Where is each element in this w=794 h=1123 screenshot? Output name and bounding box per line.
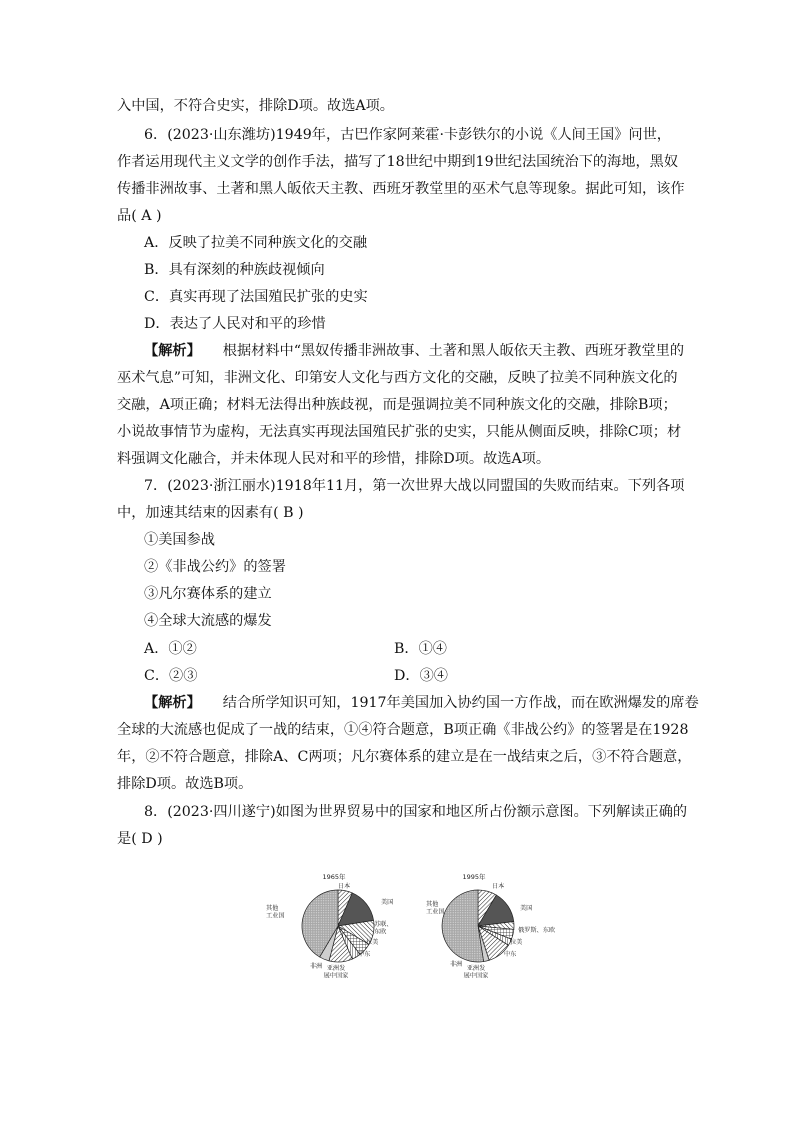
text-line: 年，②不符合题意，排除A、C两项；凡尔赛体系的建立是在一战结束之后，③不符合题意， — [117, 749, 692, 765]
pie-slice-label: 日本 — [337, 883, 351, 890]
analysis-line — [144, 341, 684, 361]
pie-slice-label: 其他工业国 — [426, 901, 445, 916]
option-c: C．②③ — [144, 668, 198, 684]
pie-slice-label: 美国 — [381, 899, 394, 906]
option-a: A．①② — [144, 641, 197, 657]
text-line: 交融，A项正确；材料无法得出种族歧视，而是强调拉美不同种族文化的交融，排除B项； — [117, 397, 677, 413]
statement-1: ①美国参战 — [144, 532, 215, 548]
pie-slice-label: 中东 — [358, 951, 371, 958]
analysis-text: 结合所学知识可知，1917年美国加入协约国一方作战，而在欧洲爆发的席卷 — [222, 695, 699, 711]
pie-slice-label: 亚洲发展中国家 — [323, 965, 349, 980]
pie-title: 1995年 — [462, 873, 486, 881]
text-line: 传播非洲故事、土著和黑人皈依天主教、西班牙教堂里的巫术气息等现象。据此可知，该作 — [117, 181, 685, 197]
option-b: B．具有深刻的种族歧视倾向 — [144, 262, 325, 278]
question-8-stem: 8．(2023·四川遂宁)如图为世界贸易中的国家和地区所占份额示意图。下列解读正确的 — [144, 804, 688, 820]
analysis-label: 【解析】 — [144, 695, 201, 711]
text-line: 排除D项。故选B项。 — [117, 776, 253, 792]
pie-slice-label: 非洲 — [449, 961, 463, 968]
analysis-label: 【解析】 — [144, 343, 201, 359]
pie-slice-label: 拉美 — [510, 939, 523, 946]
text-line: 小说故事情节为虚构，无法真实再现法国殖民扩张的史实，只能从侧面反映，排除C项；材 — [117, 424, 682, 440]
pie-slice-label: 亚洲发展中国家 — [463, 965, 489, 980]
question-6-stem: 6．(2023·山东潍坊)1949年，古巴作家阿莱霍·卡彭铁尔的小说《人间王国》问世， — [144, 127, 671, 143]
analysis-line — [144, 693, 699, 713]
pie-slice-label: 非洲 — [309, 963, 323, 970]
statement-3: ③凡尔赛体系的建立 — [144, 586, 272, 602]
pie-slice-label: 日本 — [492, 883, 505, 890]
pie-slice-label: 美国 — [520, 905, 533, 912]
question-7-stem: 7．(2023·浙江丽水)1918年11月，第一次世界大战以同盟国的失败而结束。下列各项 — [144, 478, 685, 494]
pie-slice-label: 拉美 — [366, 939, 379, 946]
text-line: 中，加速其结束的因素有( B ) — [117, 505, 304, 521]
analysis-text: 根据材料中“黑奴传播非洲故事、土著和黑人皈依天主教、西班牙教堂里的 — [222, 343, 685, 359]
option-d: D．③④ — [394, 668, 448, 684]
pie-slice-label: 其他工业国 — [266, 905, 285, 920]
pie-slice — [442, 890, 484, 962]
text-line: 是( D ) — [117, 831, 163, 847]
pie-slice-label: 俄罗斯、东欧 — [518, 927, 556, 934]
pie-slice-label: 中东 — [504, 951, 517, 958]
text-line: 入中国，不符合史实，排除D项。故选A项。 — [117, 98, 394, 114]
option-b: B．①④ — [394, 641, 447, 657]
text-line: 料强调文化融合，并未体现人民对和平的珍惜，排除D项。故选A项。 — [117, 451, 551, 467]
text-line: 全球的大流感也促成了一战的结束，①④符合题意，B项正确《非战公约》的签署是在1928 — [117, 722, 689, 738]
pie-slice-label: 苏联、东欧 — [374, 921, 393, 936]
text-line: 作者运用现代主义文学的创作手法，描写了18世纪中期到19世纪法国统治下的海地，黑奴 — [117, 154, 679, 170]
statement-2: ②《非战公约》的签署 — [144, 559, 286, 575]
text-line: 巫术气息”可知，非洲文化、印第安人文化与西方文化的交融，反映了拉美不同种族文化的 — [117, 370, 678, 386]
statement-4: ④全球大流感的爆发 — [144, 613, 272, 629]
option-c: C．真实再现了法国殖民扩张的史实 — [144, 289, 368, 305]
option-a: A．反映了拉美不同种族文化的交融 — [144, 235, 368, 251]
pie-chart-figure — [260, 866, 580, 986]
option-d: D．表达了人民对和平的珍惜 — [144, 316, 326, 332]
text-line: 品( A ) — [117, 208, 162, 224]
pie-title: 1965年 — [322, 873, 346, 881]
